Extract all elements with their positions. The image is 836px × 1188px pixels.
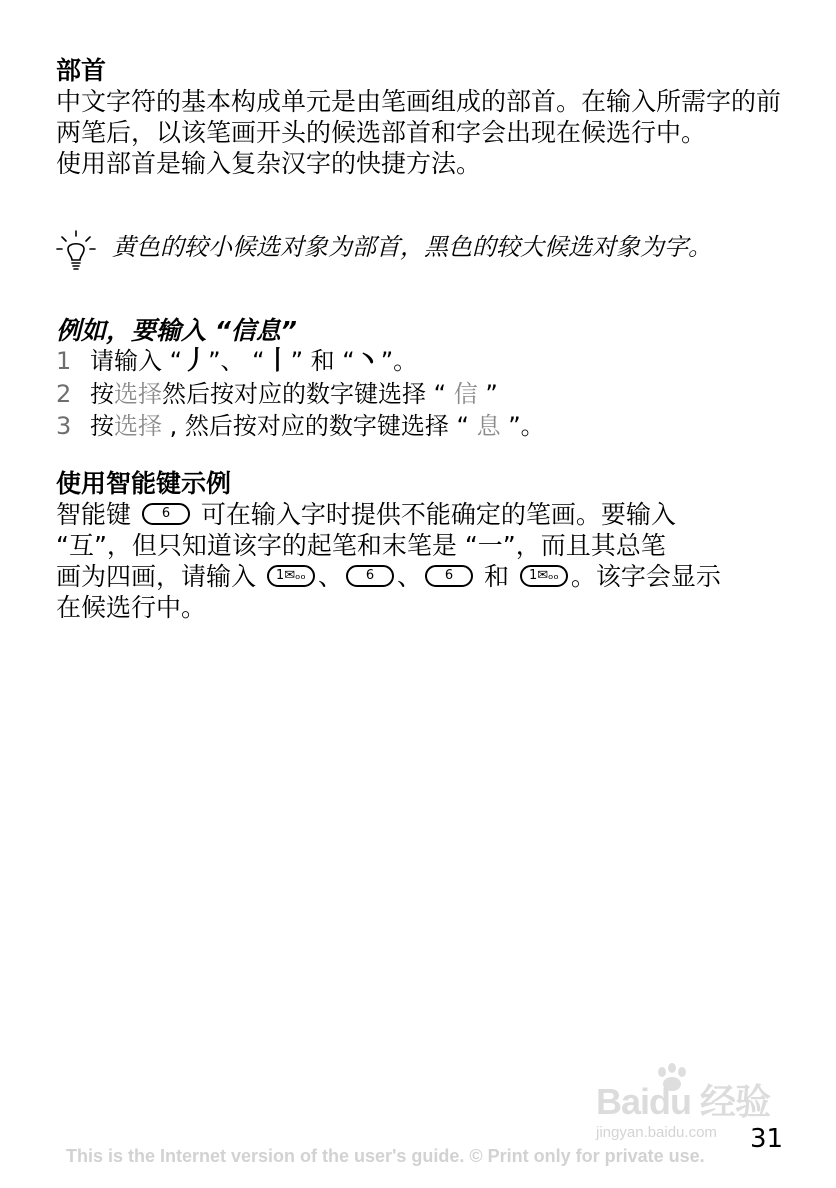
tip-text: 黄色的较小候选对象为部首，黑色的较大候选对象为字。	[112, 233, 712, 261]
step-number: 2	[56, 380, 72, 408]
radicals-paragraph-1: 中文字符的基本构成单元是由笔画组成的部首。在输入所需字的前两笔后，以该笔画开头的候选部首和字会出现在候选行中。	[56, 87, 782, 147]
stroke-pie-glyph: 丿	[182, 346, 209, 376]
candidate-char: 信	[453, 380, 478, 408]
step-text: 按	[90, 412, 114, 440]
step-text: ”。	[500, 412, 545, 440]
step-number: 3	[56, 412, 72, 440]
step-1	[56, 345, 417, 377]
watermark-logo-text: Baidu 经验	[596, 1081, 771, 1122]
stroke-shu-glyph: 丨	[264, 346, 291, 376]
smart-key-line-2: “互”，但只知道该字的起笔和末笔是 “一”，而且其总笔	[56, 531, 666, 560]
smart-key-line-4: 在候选行中。	[56, 593, 207, 622]
step-3	[56, 410, 545, 442]
smart-key-title: 使用智能键示例	[56, 469, 232, 498]
radicals-paragraph-2: 使用部首是输入复杂汉字的快捷方法。	[56, 149, 482, 178]
key-1-icon: 1✉ₒₒ	[520, 565, 568, 587]
select-softkey-label: 选择	[114, 380, 162, 408]
footer-notice: This is the Internet version of the user's guide. © Print only for private use.	[66, 1146, 705, 1166]
step-2	[56, 378, 498, 410]
watermark-url: jingyan.baidu.com	[596, 1124, 717, 1141]
key-6-icon: 6	[142, 503, 190, 525]
step-text: 然后按对应的数字键选择 “	[162, 380, 454, 408]
text-run: 画为四画，请输入	[56, 562, 257, 591]
example-title: 例如，要输入 “信息”	[56, 316, 297, 345]
separator: 、	[396, 562, 422, 591]
text-run: 智能键	[56, 500, 132, 529]
step-text: , 然后按对应的数字键选择 “	[162, 412, 477, 440]
text-run: 和	[483, 562, 509, 591]
lightbulb-icon	[56, 229, 100, 273]
step-text: 按	[90, 380, 114, 408]
step-text: ”。	[380, 347, 418, 375]
smart-key-line-3	[56, 561, 786, 592]
text-run: 。该字会显示	[570, 562, 721, 591]
step-text: ”、 “	[208, 347, 265, 375]
section-title-radicals: 部首	[56, 56, 107, 85]
key-6-icon: 6	[425, 565, 473, 587]
example-section	[56, 316, 786, 346]
smart-key-line-1	[56, 499, 786, 530]
stroke-dian-glyph: 丶	[354, 346, 381, 376]
smart-key-section	[56, 469, 786, 623]
key-1-icon: 1✉ₒₒ	[267, 565, 315, 587]
candidate-char: 息	[476, 412, 501, 440]
step-number: 1	[56, 347, 72, 375]
step-text: ”	[477, 380, 498, 408]
page-number: 31	[750, 1124, 784, 1154]
step-text: ” 和 “	[290, 347, 355, 375]
separator: 、	[317, 562, 343, 591]
step-text: 请输入 “	[90, 347, 183, 375]
section-radicals	[56, 56, 786, 179]
select-softkey-label: 选择	[114, 412, 162, 440]
text-run: 可在输入字时提供不能确定的笔画。要输入	[200, 500, 676, 529]
key-6-icon: 6	[346, 565, 394, 587]
